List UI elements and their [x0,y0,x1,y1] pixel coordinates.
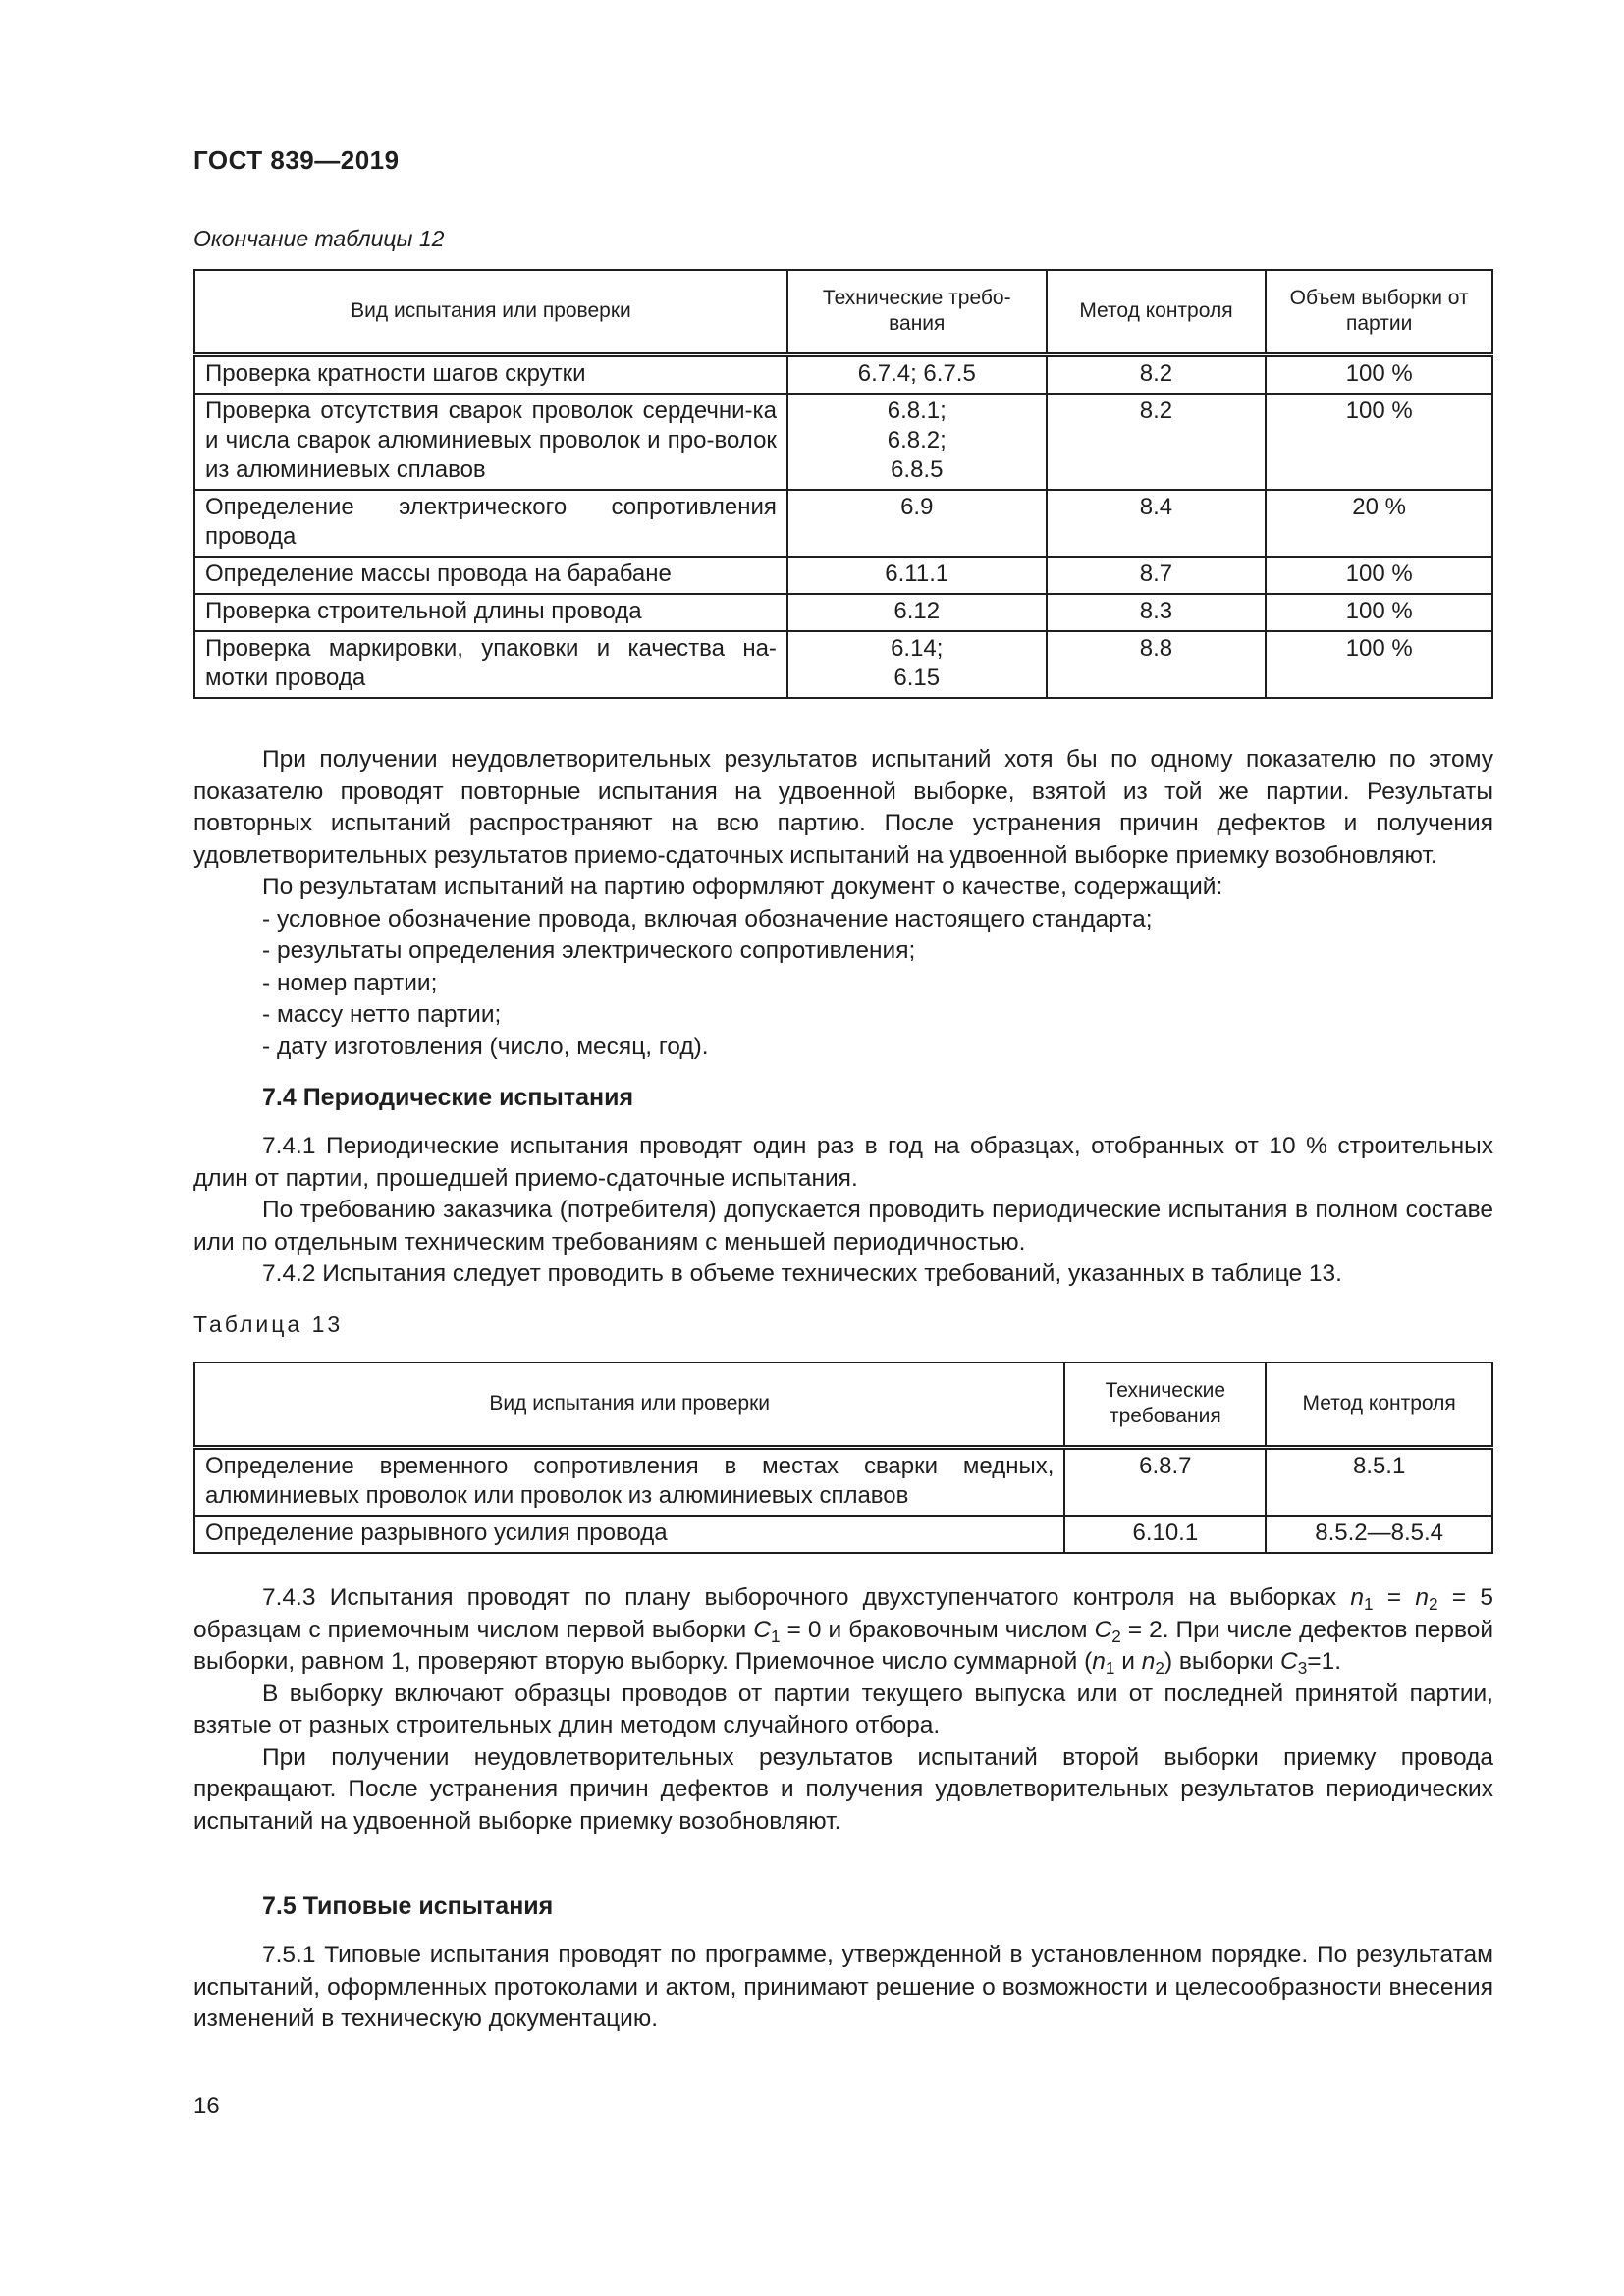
table-cell: 6.7.4; 6.7.5 [787,354,1047,394]
table-cell: Проверка маркировки, упаковки и качества на-мотки провода [194,631,787,698]
paragraph: 7.4.1 Периодические испытания проводят один раз в год на образцах, отобранных от 10 % строительных длин от партии, прошедшей приемо-сдаточные испытания. [193,1133,1493,1192]
table-cell: 8.4 [1047,490,1267,557]
paragraph-7-4-3: 7.4.3 Испытания проводят по плану выборочного двухступенчатого контроля на выборках $n_1 = n_2 = 5$ образцам с приемочным числом первой выборки $C_1 = 0$ и браковочным числом $C_2 = 2$. При числе дефектов первой выборки, равном 1, проверяют вторую выборку. Приемочное число суммарной ($n_1$ и $n_2$) выборки $C_3=1$. [193,1584,1494,1678]
section-7-4-heading: 7.4 Периодические испытания [262,1084,634,1111]
table-cell: 8.5.2—8.5.4 [1266,1516,1492,1553]
after-table12-text [193,744,1493,1063]
table-13 [193,1362,1493,1554]
table-row [194,490,1492,557]
table-cell: Определение разрывного усилия провода [194,1516,1064,1553]
table-cell: 6.12 [787,594,1047,631]
paragraph: 7.4.2 Испытания следует проводить в объеме технических требований, указанных в таблице 13. [262,1260,1342,1287]
section-7-4-text [193,1131,1493,1291]
paragraph: В выборку включают образцы проводов от партии текущего выпуска или от последней принятой партии, взятые от разных строительных длин методом случайного отбора. [193,1680,1493,1738]
table-cell: Проверка строительной длины провода [194,594,787,631]
list-item: - дату изготовления (число, месяц, год). [262,1033,709,1060]
table-cell: 100 % [1266,354,1492,394]
table-cell: Проверка кратности шагов скрутки [194,354,787,394]
table-cell: 6.10.1 [1064,1516,1266,1553]
table-row [194,631,1492,698]
table-header-cell: Метод контроля [1047,270,1267,354]
list-item: - результаты определения электрического сопротивления; [262,937,916,964]
table-header-row [194,1362,1492,1447]
table-header-cell: Технические требо- вания [787,270,1047,354]
table-cell: 6.11.1 [787,557,1047,594]
paragraph: По результатам испытаний на партию оформляют документ о качестве, содержащий: [262,874,1223,900]
table-cell: Определение временного сопротивления в местах сварки медных, алюминиевых проволок или проволок из алюминиевых сплавов [194,1447,1064,1516]
table-12 [193,269,1493,699]
table-row [194,1447,1492,1516]
table-cell: 100 % [1266,394,1492,490]
table-row [194,394,1492,490]
table-cell: 20 % [1266,490,1492,557]
table-cell: Проверка отсутствия сварок проволок сердечни-ка и числа сварок алюминиевых проволок и про-волок из алюминиевых сплавов [194,394,787,490]
table-row [194,557,1492,594]
paragraph: При получении неудовлетворительных результатов испытаний второй выборки приемку провода прекращают. После устранения причин дефектов и получения удовлетворительных результатов периодических испытаний на удвоенной выборке приемку возобновляют. [193,1743,1493,1835]
table-header-cell: Вид испытания или проверки [194,1362,1064,1447]
table-header-cell: Вид испытания или проверки [194,270,787,354]
table-row [194,594,1492,631]
list-item: - массу нетто партии; [262,1001,502,1028]
paragraph: По требованию заказчика (потребителя) допускается проводить периодические испытания в полном составе или по отдельным техническим требованиям с меньшей периодичностью. [193,1197,1493,1255]
table-cell: 6.8.7 [1064,1447,1266,1516]
list-item: - номер партии; [262,969,438,996]
table-header-cell: Объем выборки от партии [1266,270,1492,354]
table-cell: 100 % [1266,557,1492,594]
table-cell: 6.8.1; 6.8.2; 6.8.5 [787,394,1047,490]
table-cell: 8.3 [1047,594,1267,631]
table-cell: 8.8 [1047,631,1267,698]
table-cell: 100 % [1266,631,1492,698]
table-header-row [194,270,1492,354]
table13-caption: Таблица 13 [193,1311,344,1337]
table-row [194,354,1492,394]
table-header-cell: Технические требования [1064,1362,1266,1447]
paragraph: 7.5.1 Типовые испытания проводят по программе, утвержденной в установленном порядке. По результатам испытаний, оформленных протоколами и актом, принимают решение о возможности и целесообразности внесения изменений в техническую документацию. [193,1942,1493,2032]
section-7-5-text [193,1940,1493,2036]
table-cell: Определение массы провода на барабане [194,557,787,594]
table-row [194,1516,1492,1553]
list-item: - условное обозначение провода, включая обозначение настоящего стандарта; [262,905,1153,933]
table-header-cell: Метод контроля [1266,1362,1492,1447]
table-cell: 100 % [1266,594,1492,631]
section-7-5-heading: 7.5 Типовые испытания [262,1893,554,1920]
table-cell: 8.7 [1047,557,1267,594]
paragraph: При получении неудовлетворительных результатов испытаний хотя бы по одному показателю по этому показателю проводят повторные испытания на удвоенной выборке, взятой из той же партии. Результаты повторных испытаний распространяют на всю партию. После устранения причин дефектов и получения удовлетворительных результатов приемо-сдаточных испытаний на удвоенной выборке приемку возобновляют. [193,746,1493,869]
document-header: ГОСТ 839—2019 [193,145,400,175]
table-cell: 6.9 [787,490,1047,557]
table-cell: 6.14; 6.15 [787,631,1047,698]
table-cell: Определение электрического сопротивления провода [194,490,787,557]
table-cell: 8.2 [1047,354,1267,394]
table-cell: 8.2 [1047,394,1267,490]
table12-caption: Окончание таблицы 12 [193,226,445,251]
page-number: 16 [193,2093,220,2119]
table-cell: 8.5.1 [1266,1447,1492,1516]
section-7-4-3-text [193,1582,1493,1838]
